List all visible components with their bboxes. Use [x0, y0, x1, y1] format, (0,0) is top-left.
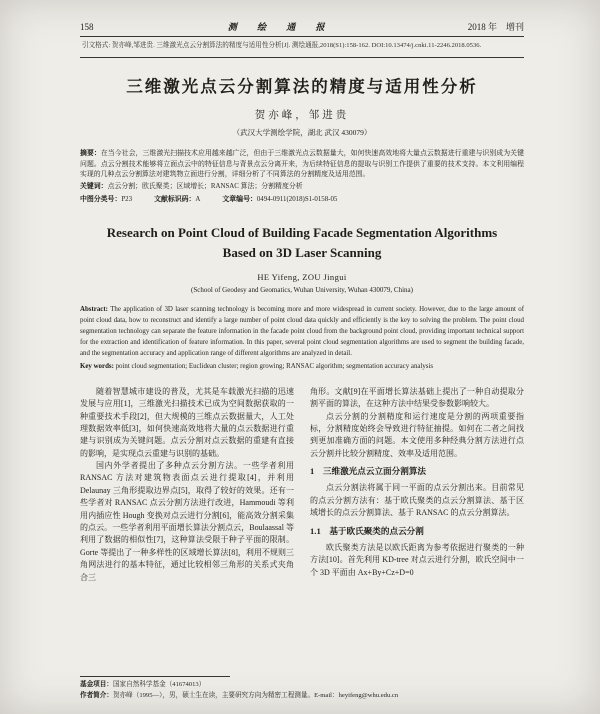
article-id — [222, 195, 337, 205]
issue-info: 2018 年 增刊 — [467, 22, 524, 32]
section-heading-1: 1 三维激光点云立面分割算法 — [310, 466, 427, 477]
body-paragraph: 随着智慧城市建设的普及，尤其是车载激光扫描的迅速发展与应用[1]，三维激光扫描技术已成为空间数据获取的一种重要技术手段[2]，但大规模的三维点云数据量大，人工处理数据效率低[3]，如何快速高效地将大量的点云数据进行重建与识别成为关键问题。点云分割对点云数据的重建有直接的影响，是实现点云重建与识别的基础。 — [80, 386, 294, 458]
body-paragraph: 国内外学者提出了多种点云分割方法。一些学者利用 RANSAC 方法对建筑物表面点云进行提取[4]，并利用 Delaunay 三角形提取边界点[5]，取得了较好的效果。还有一些学者对 RANSAC 点云分割方法进行改进，Hammoudi 等利用内插应性 Hough 变换对点云进行分割[6]，能高效分割采集的点云。一些学者利用平面增长算法分割点云，Boulaassal 等利用了数据的相似性[7]，这种算法受限于种子平面的限制。Gorte 等提出了一种多样性的区域增长算法[8]，利用不规则三角网法进行的基本特征，通过比较相邻三角形的关系式夹角合三 — [80, 461, 294, 582]
citation-rule — [80, 57, 524, 58]
funding-text: 国家自然科学基金（41674013） — [112, 681, 206, 689]
keywords-text-en: point cloud segmentation; Euclidean cluster; region growing; RANSAC algorithm; segmentation accuracy analysis — [115, 362, 434, 370]
document-code-label: 文献标识码： — [154, 195, 196, 203]
abstract-cn — [80, 149, 524, 180]
author-bio-label: 作者简介： — [80, 692, 113, 700]
abstract-label-en: Abstract: — [80, 306, 108, 314]
page-footer — [80, 676, 524, 702]
body-columns — [80, 386, 524, 584]
author-bio-note — [80, 691, 524, 702]
body-paragraph: 欧氏聚类方法是以欧氏距离为参考依据进行聚类的一种方法[10]。首先利用 KD-tree 对点云进行分割，欧氏空间中一个 3D 平面由 Ax+By+Cz+D=0 — [310, 542, 524, 577]
citation-line: 引文格式: 贺亦峰,邹进贵. 三维激光点云分割算法的精度与适用性分析[J]. 测绘通报,2018(S1):158-162. DOI:10.13474/j.cnki.11-2246.2018.0536. — [82, 42, 482, 49]
clc-line — [80, 195, 524, 205]
affiliation-en: (School of Geodesy and Geomatics, Wuhan University, Wuhan 430079, China) — [191, 286, 413, 295]
keywords-en — [80, 362, 524, 373]
funding-note — [80, 680, 524, 691]
keywords-label-cn: 关键词： — [80, 183, 108, 191]
keywords-label-en: Key words: — [80, 362, 114, 370]
section-heading-1-1: 1.1 基于欧氏聚类的点云分割 — [310, 525, 424, 536]
left-column — [80, 386, 294, 584]
funding-label: 基金项目： — [80, 681, 113, 689]
clc-number — [80, 195, 132, 205]
body-paragraph: 点云分割法将属于同一平面的点云分割出来。目前常见的点云分割方法有：基于欧氏聚类的点云分割算法、基于区域增长的点云分割算法、基于 RANSAC 的点云分割算法。 — [310, 483, 524, 518]
right-column — [310, 386, 524, 584]
keywords-cn — [80, 182, 524, 192]
page-number: 158 — [80, 22, 94, 32]
paper-title-cn: 三维激光点云分割算法的精度与适用性分析 — [126, 77, 478, 97]
document-code-value: A — [195, 195, 201, 203]
authors-en: HE Yifeng, ZOU Jingui — [257, 272, 347, 283]
article-id-value: 0494-0911(2018)S1-0158-05 — [256, 195, 338, 203]
article-id-label: 文章编号： — [222, 195, 257, 203]
abstract-label-cn: 摘要： — [80, 150, 101, 158]
author-bio-text: 贺亦峰（1995—），男，硕士生在读，主要研究方向为精密工程测量。E-mail：heyifeng@whu.edu.cn — [112, 692, 399, 700]
abstract-text-cn: 在当今社会，三维激光扫描技术应用越来越广泛，但由于三维激光点云数据量大，如何快速高效地将大量点云数据进行重建与识别成为关键问题。点云分割技术能够将立面点云中的特征信息与背景点云分离开来，为后续特征信息的提取与识别工作提供了重要的技术支持。本文利用编程实现的几种点云分割算法对建筑物立面进行分割，详细分析了不同算法的分割精度及适用范围。 — [80, 150, 525, 178]
affiliation-cn: （武汉大学测绘学院，湖北 武汉 430079） — [232, 128, 372, 138]
abstract-en — [80, 305, 524, 360]
clc-label: 中图分类号： — [80, 195, 122, 203]
paper-title-en: Research on Point Cloud of Building Facade Segmentation Algorithms Based on 3D Laser Scanning — [106, 225, 498, 261]
clc-value: P23 — [121, 195, 133, 203]
abstract-text-en: The application of 3D laser scanning technology is becoming more and more widespread in current society. However, due to the large amount of point cloud data, how to reconstruct and identify a large number of point cloud data quickly and efficiently is the key to solving the problem. The point cloud segmentation technology can separate the feature information in the facade point cloud from the background point cloud, providing important technical support for the extraction and identification of feature information. In this paper, several point cloud segmentation algorithms are used to segment the building facade, and the segmentation accuracy and application range of different algorithms are analyzed in detail. — [80, 306, 524, 357]
document-code — [154, 195, 200, 205]
authors-cn: 贺亦峰，邹进贵 — [254, 110, 350, 122]
page-header — [80, 20, 524, 33]
body-paragraph: 角形。文献[9]在平面增长算法基础上提出了一种自动提取分割平面的算法，在这种方法中结果受参数影响较大。 — [310, 386, 524, 409]
footnote-rule — [80, 676, 230, 677]
body-paragraph: 点云分割的分割精度和运行速度是分割的两项重要指标，分割精度始终会导致进行特征抽提。如何在二者之间找到更加准确方面的问题。本文使用多种经典分割方法进行点云分割并比较分割精度、效率及适用范围。 — [310, 411, 524, 458]
journal-name: 测 绘 通 报 — [227, 22, 334, 32]
keywords-text-cn: 点云分割；欧氏聚类；区域增长；RANSAC 算法；分割精度分析 — [107, 183, 303, 191]
